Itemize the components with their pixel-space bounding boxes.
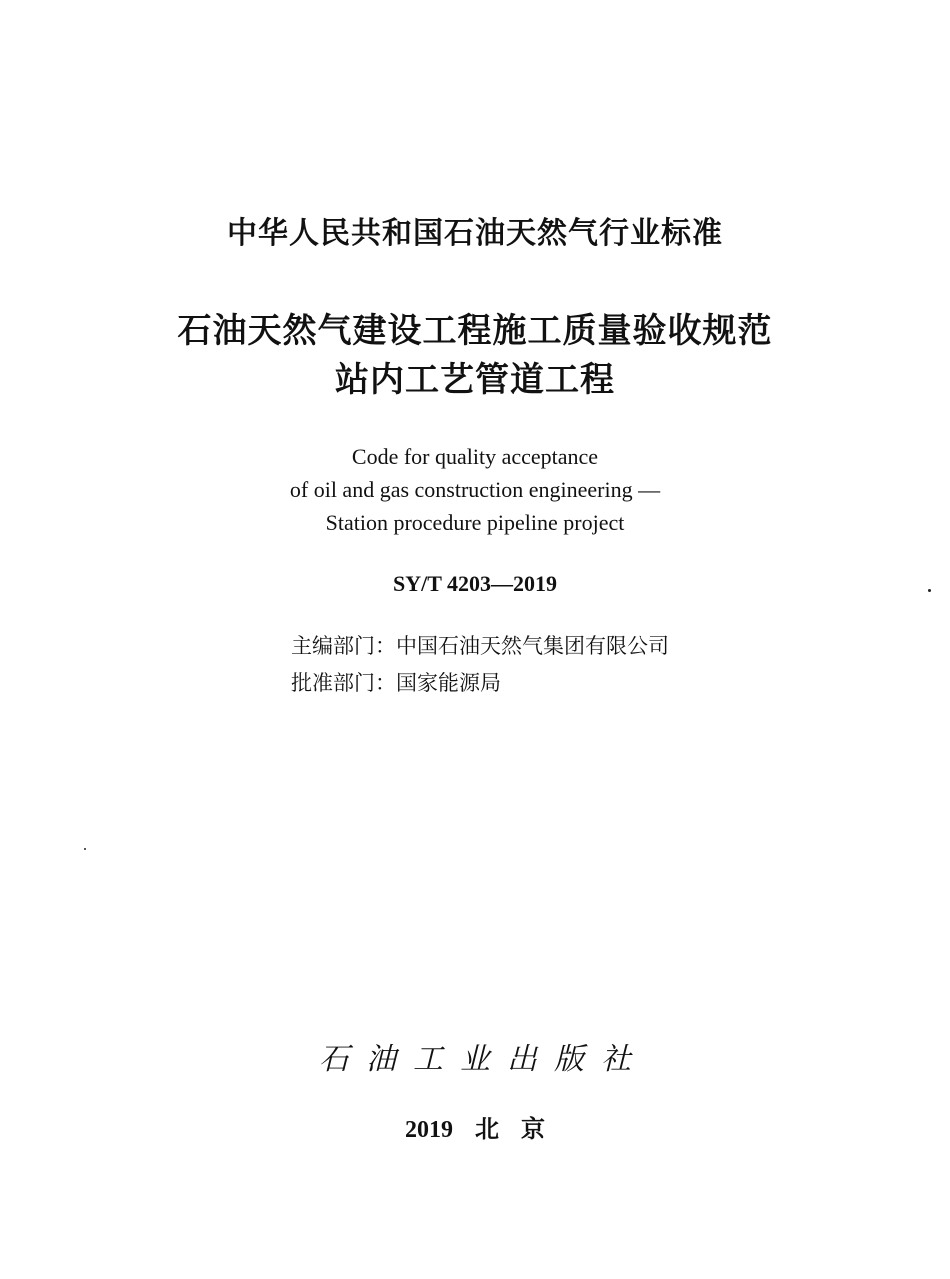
publication-city: 北京 bbox=[475, 1117, 567, 1143]
document-title-line-1: 石油天然气建设工程施工质量验收规范 bbox=[177, 311, 773, 351]
publisher-name: 石油工业出版社 bbox=[319, 1042, 648, 1077]
editor-department: 主编部门：中国石油天然气集团有限公司 bbox=[291, 634, 669, 658]
english-title-line-1: Code for quality acceptance bbox=[351, 444, 599, 469]
english-title-line-3: Station procedure pipeline project bbox=[325, 510, 625, 535]
publication-year: 2019 bbox=[405, 1117, 453, 1143]
approver-department: 批准部门：国家能源局 bbox=[291, 671, 501, 695]
standard-number: SY/T 4203—2019 bbox=[392, 571, 557, 596]
document-title-line-2: 站内工艺管道工程 bbox=[335, 360, 615, 400]
scan-speck bbox=[928, 589, 931, 592]
publication-year-city bbox=[0, 1114, 950, 1146]
scan-speck bbox=[84, 848, 86, 850]
standard-category-heading: 中华人民共和国石油天然气行业标准 bbox=[227, 216, 723, 251]
english-title-line-2: of oil and gas construction engineering — bbox=[289, 477, 661, 502]
